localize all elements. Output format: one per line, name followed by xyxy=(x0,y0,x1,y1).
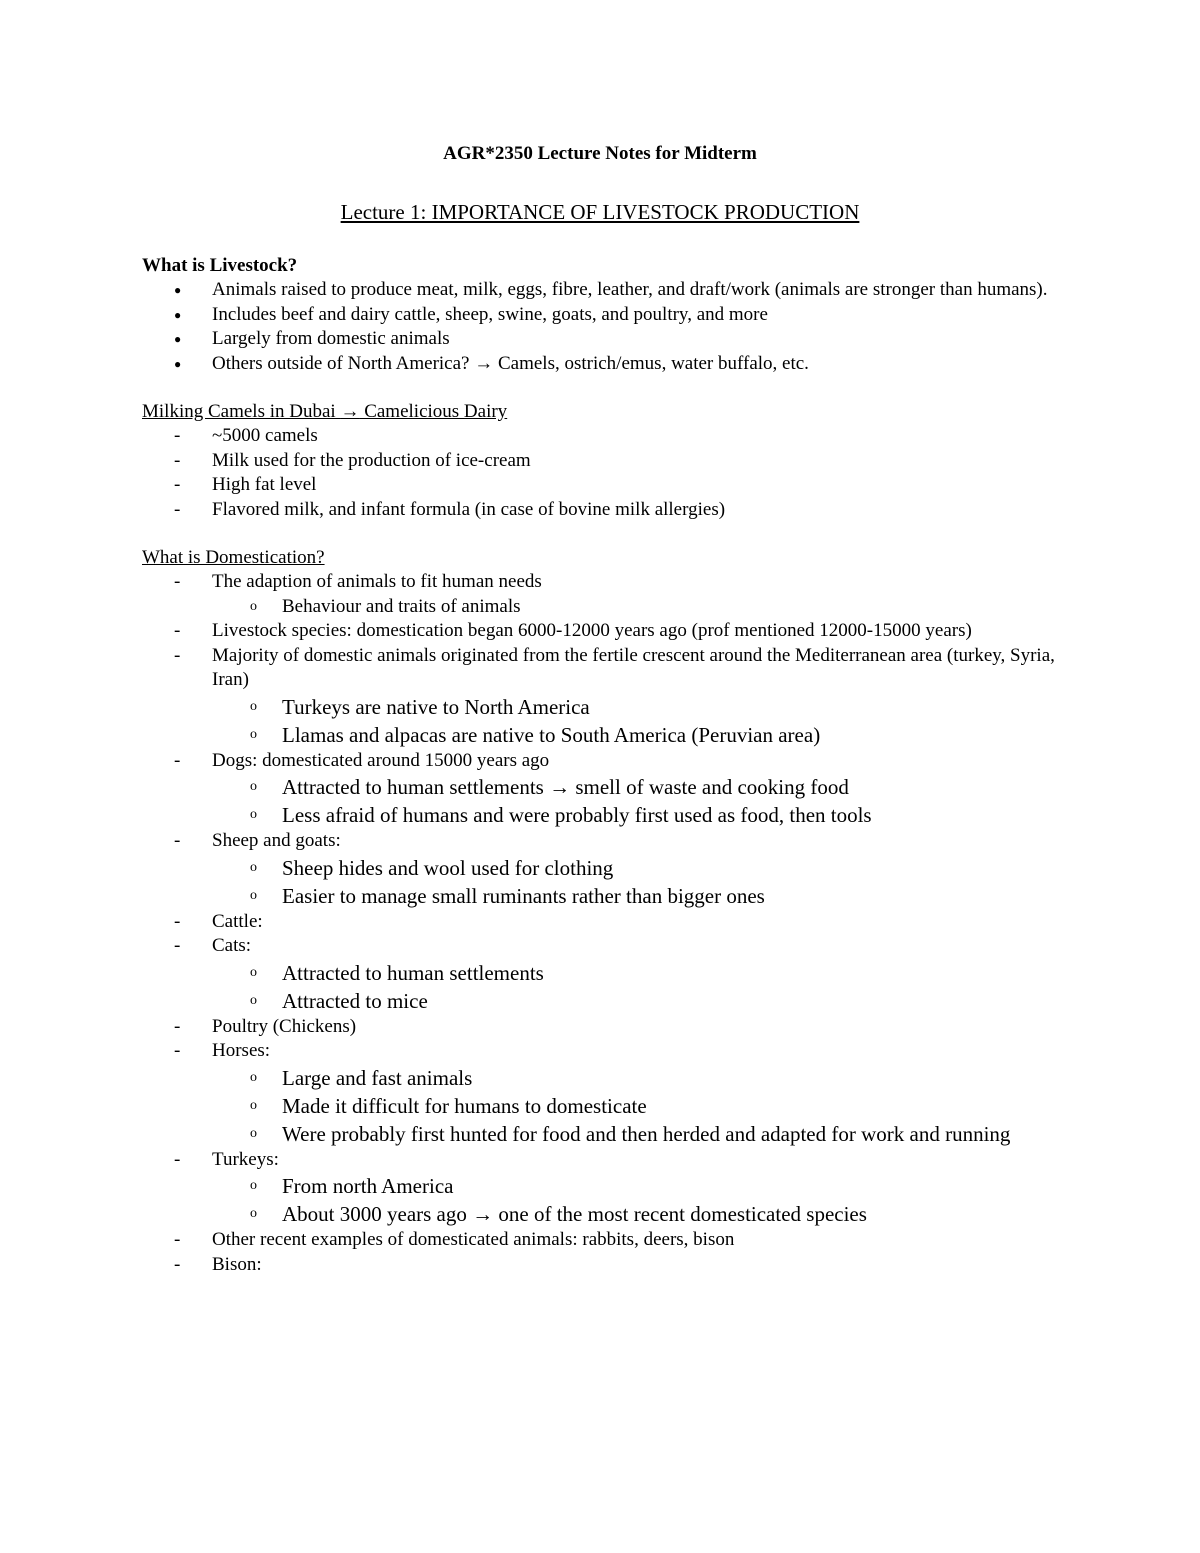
list-item: ● Includes beef and dairy cattle, sheep, swine, goats, and poultry, and more xyxy=(174,303,768,325)
list-item: - Milk used for the production of ice-cream xyxy=(142,449,1062,474)
list-item: - Livestock species: domestication began 6000-12000 years ago (prof mentioned 12000-15000 years) xyxy=(142,619,1062,644)
section-heading-camels: Milking Camels in Dubai → Camelicious Dairy xyxy=(142,401,508,422)
sub-list xyxy=(212,1172,1062,1228)
circle-bullet-icon: o xyxy=(250,964,257,980)
dash-icon: - xyxy=(174,498,181,520)
dash-icon: - xyxy=(174,749,181,771)
list-item: - Flavored milk, and infant formula (in case of bovine milk allergies) xyxy=(142,498,1062,523)
list-item: - Majority of domestic animals originated from the fertile crescent around the Mediterranean area (turkey, Syria, Iran) o Turkeys are native to North America o Llamas and alpacas are native to South America (Peruvian area) xyxy=(142,644,1062,749)
circle-bullet-icon: o xyxy=(250,1125,257,1141)
livestock-list xyxy=(142,278,1062,376)
list-item: - The adaption of animals to fit human needs o Behaviour and traits of animals xyxy=(142,570,1062,619)
sub-list-item: o Attracted to mice xyxy=(250,988,428,1013)
sub-list-item: o From north America xyxy=(250,1174,454,1198)
sub-list xyxy=(212,693,1062,749)
list-item: - Dogs: domesticated around 15000 years ago o Attracted to human settlements → smell of waste and cooking food o Less afraid of humans and were probably first used as food, then tools xyxy=(142,749,1062,830)
domestication-list xyxy=(142,570,1062,1277)
dash-icon: - xyxy=(174,830,181,851)
sub-list xyxy=(212,854,1062,910)
circle-bullet-icon: o xyxy=(250,1069,257,1085)
list-item: - Cats: o Attracted to human settlements o Attracted to mice xyxy=(142,934,1062,1015)
circle-bullet-icon: o xyxy=(250,1178,257,1193)
section-heading-livestock: What is Livestock? xyxy=(142,255,298,276)
dash-icon: - xyxy=(174,620,181,641)
bullet-icon: ● xyxy=(174,356,182,371)
sub-list-item: o Made it difficult for humans to domesticate xyxy=(250,1093,647,1118)
sub-list-item: o Behaviour and traits of animals xyxy=(212,595,1062,620)
dash-icon: - xyxy=(174,644,181,666)
list-item: - Other recent examples of domesticated animals: rabbits, deers, bison xyxy=(142,1228,1062,1253)
circle-bullet-icon: o xyxy=(250,779,257,794)
sub-list-item: o About 3000 years ago → one of the most recent domesticated species xyxy=(250,1202,867,1226)
document-title: AGR*2350 Lecture Notes for Midterm xyxy=(443,143,757,164)
dash-icon: - xyxy=(174,1148,181,1170)
arrow-right-icon: → xyxy=(472,1202,494,1226)
bullet-icon: ● xyxy=(174,332,182,346)
list-item: ● Animals raised to produce meat, milk, eggs, fibre, leather, and draft/work (animals are stronger than humans). xyxy=(174,279,1048,300)
list-item: - High fat level xyxy=(142,473,1062,498)
sub-list-item: o Attracted to human settlements → smell of waste and cooking food xyxy=(250,775,849,799)
list-item: - Sheep and goats: o Sheep hides and wool used for clothing o Easier to manage small ruminants rather than bigger ones xyxy=(142,829,1062,910)
list-item: ● Others outside of North America? → Camels, ostrich/emus, water buffalo, etc. xyxy=(174,352,809,374)
dash-icon: - xyxy=(174,474,181,495)
circle-bullet-icon: o xyxy=(250,859,257,875)
circle-bullet-icon: o xyxy=(250,1206,257,1221)
arrow-right-icon: → xyxy=(549,775,571,799)
dash-icon: - xyxy=(174,1229,181,1250)
sub-list-item: o Turkeys are native to North America xyxy=(250,694,590,719)
dash-icon: - xyxy=(174,449,181,471)
dash-icon: - xyxy=(174,1253,181,1275)
list-item: - ~5000 camels xyxy=(142,424,1062,449)
sub-list-item: o Were probably first hunted for food and then herded and adapted for work and running xyxy=(250,1121,1011,1146)
dash-icon: - xyxy=(174,571,181,592)
arrow-right-icon: → xyxy=(340,401,360,422)
bullet-icon: ● xyxy=(174,307,182,322)
sub-list-item: o Easier to manage small ruminants rather than bigger ones xyxy=(250,883,765,908)
sub-list xyxy=(212,595,1062,620)
sub-list-item: o Llamas and alpacas are native to South America (Peruvian area) xyxy=(250,722,821,747)
list-item: - Poultry (Chickens) xyxy=(142,1015,1062,1040)
list-item: - Horses: o Large and fast animals o Made it difficult for humans to domesticate o Were probably first hunted for food and then herded and adapted for work and running xyxy=(142,1039,1062,1148)
circle-bullet-icon: o xyxy=(250,992,257,1008)
sub-list-item: o Less afraid of humans and were probably first used as food, then tools xyxy=(250,803,872,827)
bullet-icon: ● xyxy=(174,283,182,297)
list-item: - Turkeys: o From north America o About 3000 years ago → one of the most recent domesticated species xyxy=(142,1148,1062,1229)
sub-list-item: o Sheep hides and wool used for clothing xyxy=(250,855,614,880)
circle-bullet-icon: o xyxy=(250,598,257,614)
dash-icon: - xyxy=(174,1015,181,1037)
circle-bullet-icon: o xyxy=(250,807,257,822)
dash-icon: - xyxy=(174,910,181,932)
sub-list xyxy=(212,1064,1062,1148)
circle-bullet-icon: o xyxy=(250,887,257,903)
dash-icon: - xyxy=(174,1040,181,1061)
dash-icon: - xyxy=(174,425,181,446)
list-item: ● Largely from domestic animals xyxy=(174,328,450,349)
sub-list xyxy=(212,773,1062,829)
section-heading-domestication: What is Domestication? xyxy=(142,547,325,568)
circle-bullet-icon: o xyxy=(250,726,257,742)
document-body xyxy=(142,254,1062,1277)
sub-list-item: o Large and fast animals xyxy=(250,1065,473,1090)
circle-bullet-icon: o xyxy=(250,1097,257,1113)
list-item: - Cattle: xyxy=(142,910,1062,935)
sub-list-item: o Attracted to human settlements xyxy=(250,960,544,985)
camels-list xyxy=(142,424,1062,522)
dash-icon: - xyxy=(174,935,181,956)
list-item: - Bison: xyxy=(142,1253,1062,1278)
sub-list xyxy=(212,959,1062,1015)
lecture-title: Lecture 1: IMPORTANCE OF LIVESTOCK PRODUCTION xyxy=(340,200,860,224)
circle-bullet-icon: o xyxy=(250,698,257,714)
